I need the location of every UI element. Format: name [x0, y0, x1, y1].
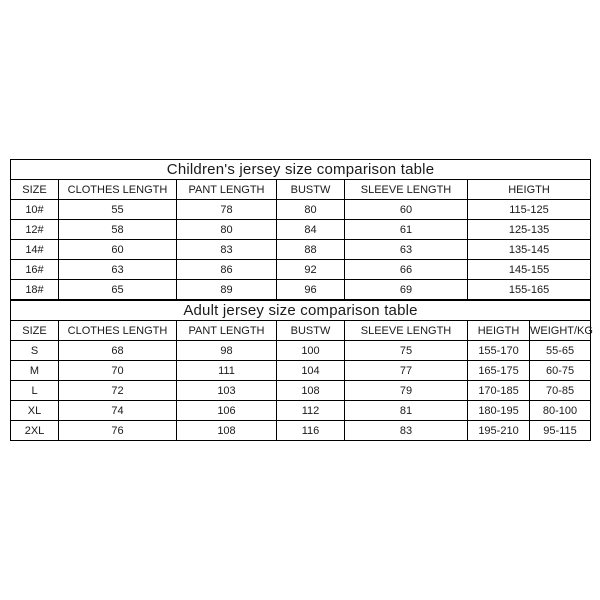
cell-heigth: 115-125 — [468, 200, 591, 220]
column-header-sleeve-length: SLEEVE LENGTH — [345, 180, 468, 200]
table-row — [11, 280, 591, 300]
table-row — [11, 361, 591, 381]
cell-clothes-length: 74 — [59, 401, 177, 421]
cell-size: M — [11, 361, 59, 381]
column-header-weight: WEIGHT/KG — [530, 321, 591, 341]
children-title-row — [11, 160, 591, 180]
cell-bustw: 112 — [277, 401, 345, 421]
cell-sleeve-length: 81 — [345, 401, 468, 421]
table-row — [11, 341, 591, 361]
cell-heigth: 145-155 — [468, 260, 591, 280]
cell-sleeve-length: 83 — [345, 421, 468, 441]
cell-bustw: 80 — [277, 200, 345, 220]
table-row — [11, 240, 591, 260]
column-header-heigth: HEIGTH — [468, 321, 530, 341]
cell-heigth: 155-170 — [468, 341, 530, 361]
cell-size: 14# — [11, 240, 59, 260]
cell-weight: 95-115 — [530, 421, 591, 441]
cell-pant-length: 86 — [177, 260, 277, 280]
cell-clothes-length: 76 — [59, 421, 177, 441]
cell-sleeve-length: 63 — [345, 240, 468, 260]
cell-clothes-length: 65 — [59, 280, 177, 300]
column-header-clothes-length: CLOTHES LENGTH — [59, 180, 177, 200]
cell-size: 2XL — [11, 421, 59, 441]
cell-sleeve-length: 61 — [345, 220, 468, 240]
column-header-pant-length: PANT LENGTH — [177, 321, 277, 341]
cell-clothes-length: 60 — [59, 240, 177, 260]
cell-sleeve-length: 69 — [345, 280, 468, 300]
cell-bustw: 100 — [277, 341, 345, 361]
children-size-table — [10, 159, 591, 300]
cell-pant-length: 89 — [177, 280, 277, 300]
column-header-bustw: BUSTW — [277, 321, 345, 341]
cell-pant-length: 108 — [177, 421, 277, 441]
cell-sleeve-length: 77 — [345, 361, 468, 381]
table-row — [11, 401, 591, 421]
table-row — [11, 260, 591, 280]
cell-weight: 80-100 — [530, 401, 591, 421]
cell-sleeve-length: 75 — [345, 341, 468, 361]
column-header-pant-length: PANT LENGTH — [177, 180, 277, 200]
cell-size: L — [11, 381, 59, 401]
cell-size: 12# — [11, 220, 59, 240]
adult-table-title: Adult jersey size comparison table — [11, 301, 591, 321]
table-row — [11, 381, 591, 401]
cell-heigth: 135-145 — [468, 240, 591, 260]
cell-clothes-length: 70 — [59, 361, 177, 381]
cell-sleeve-length: 66 — [345, 260, 468, 280]
cell-bustw: 84 — [277, 220, 345, 240]
table-row — [11, 220, 591, 240]
column-header-heigth: HEIGTH — [468, 180, 591, 200]
cell-clothes-length: 58 — [59, 220, 177, 240]
adult-header-row — [11, 321, 591, 341]
cell-heigth: 170-185 — [468, 381, 530, 401]
cell-clothes-length: 63 — [59, 260, 177, 280]
cell-clothes-length: 72 — [59, 381, 177, 401]
cell-bustw: 88 — [277, 240, 345, 260]
cell-pant-length: 106 — [177, 401, 277, 421]
cell-sleeve-length: 60 — [345, 200, 468, 220]
cell-clothes-length: 55 — [59, 200, 177, 220]
cell-heigth: 180-195 — [468, 401, 530, 421]
cell-size: 18# — [11, 280, 59, 300]
cell-size: 16# — [11, 260, 59, 280]
cell-pant-length: 103 — [177, 381, 277, 401]
cell-pant-length: 80 — [177, 220, 277, 240]
children-header-row — [11, 180, 591, 200]
cell-size: 10# — [11, 200, 59, 220]
column-header-clothes-length: CLOTHES LENGTH — [59, 321, 177, 341]
cell-weight: 70-85 — [530, 381, 591, 401]
cell-heigth: 195-210 — [468, 421, 530, 441]
cell-clothes-length: 68 — [59, 341, 177, 361]
cell-pant-length: 78 — [177, 200, 277, 220]
cell-size: XL — [11, 401, 59, 421]
cell-bustw: 104 — [277, 361, 345, 381]
column-header-bustw: BUSTW — [277, 180, 345, 200]
cell-bustw: 116 — [277, 421, 345, 441]
cell-heigth: 155-165 — [468, 280, 591, 300]
cell-heigth: 125-135 — [468, 220, 591, 240]
column-header-size: SIZE — [11, 321, 59, 341]
column-header-size: SIZE — [11, 180, 59, 200]
cell-pant-length: 83 — [177, 240, 277, 260]
children-table-title: Children's jersey size comparison table — [11, 160, 591, 180]
cell-weight: 55-65 — [530, 341, 591, 361]
cell-size: S — [11, 341, 59, 361]
column-header-sleeve-length: SLEEVE LENGTH — [345, 321, 468, 341]
table-row — [11, 421, 591, 441]
cell-heigth: 165-175 — [468, 361, 530, 381]
cell-bustw: 92 — [277, 260, 345, 280]
adult-title-row — [11, 301, 591, 321]
cell-pant-length: 111 — [177, 361, 277, 381]
cell-bustw: 108 — [277, 381, 345, 401]
cell-bustw: 96 — [277, 280, 345, 300]
cell-sleeve-length: 79 — [345, 381, 468, 401]
table-row — [11, 200, 591, 220]
cell-weight: 60-75 — [530, 361, 591, 381]
adult-size-table — [10, 300, 591, 441]
cell-pant-length: 98 — [177, 341, 277, 361]
tables-container — [10, 159, 593, 441]
